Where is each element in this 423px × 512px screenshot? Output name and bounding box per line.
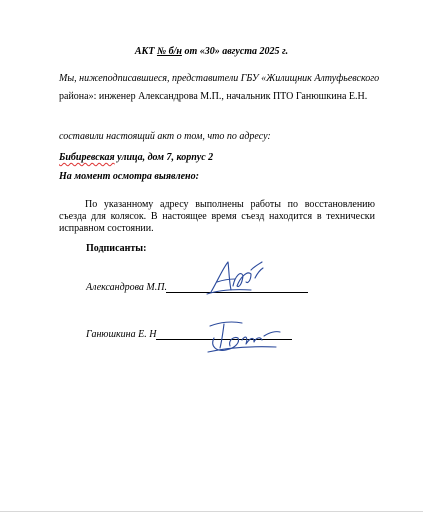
signer-1-signature xyxy=(205,256,265,298)
inspection-heading: На момент осмотра выявлено: xyxy=(59,171,199,182)
address-street: Бибиревская xyxy=(59,152,115,163)
act-date: от «30» августа 2025 г. xyxy=(181,46,289,57)
address-rest: улица, дом 7, корпус 2 xyxy=(114,152,214,163)
act-title-prefix: АКТ xyxy=(134,46,157,57)
intro-line-1: Мы, нижеподписавшиеся, представители ГБУ «Жилищник Алтуфьевского xyxy=(59,73,380,84)
signer-2-signature xyxy=(206,318,286,358)
intro-line-2: района»: инженер Александрова М.П., начальник ПТО Ганюшкина Е.Н. xyxy=(59,91,368,102)
signer-2-name: Ганюшкина Е. Н xyxy=(86,329,157,340)
signatories-heading: Подписанты: xyxy=(86,243,147,254)
finding-paragraph: По указанному адресу выполнены работы по восстановлению съезда для колясок. В настоящее время съезд находится в технически исправном состоянии. xyxy=(59,199,375,234)
address-line xyxy=(59,152,213,164)
signer-1-name: Александрова М.П. xyxy=(86,282,167,293)
act-number: № б/н xyxy=(156,46,182,57)
act-title xyxy=(0,46,423,58)
address-intro: составили настоящий акт о том, что по адресу: xyxy=(59,131,271,142)
